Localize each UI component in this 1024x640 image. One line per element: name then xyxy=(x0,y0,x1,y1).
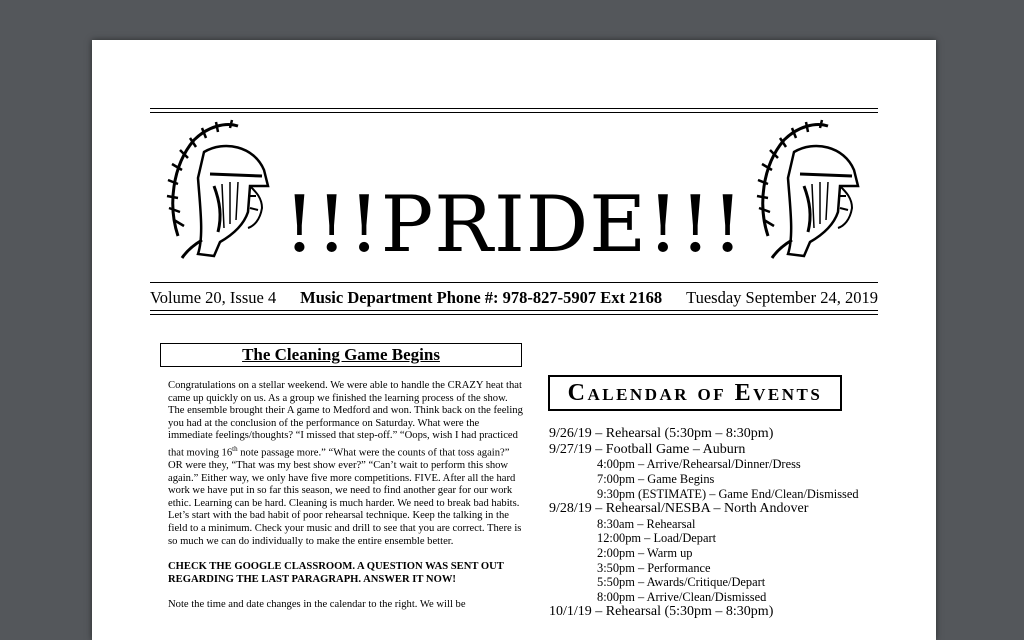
calendar-detail-line: 12:00pm – Load/Depart xyxy=(597,531,717,546)
article-headline: The Cleaning Game Begins xyxy=(160,343,522,367)
calendar-date-line: 9/27/19 – Football Game – Auburn xyxy=(549,441,746,457)
calendar-detail-line: 3:50pm – Performance xyxy=(597,560,711,575)
calendar-detail-line: 2:00pm – Warm up xyxy=(597,546,693,561)
infoline-bottom-rule xyxy=(150,310,878,315)
calendar-detail-line: 8:00pm – Arrive/Clean/Dismissed xyxy=(597,589,767,604)
newsletter-page xyxy=(92,40,936,640)
volume-issue: Volume 20, Issue 4 xyxy=(150,288,277,307)
issue-date: Tuesday September 24, 2019 xyxy=(686,288,878,307)
infoline-top-rule xyxy=(150,282,878,283)
article-paragraph-1: Congratulations on a stellar weekend. We were able to handle the CRAZY heat that came up quickly on us. As a group we finished the learning process of the show. The ensemble brought their A game to Medford and won. Think back on the feeling you had at the conclusion of the performance on Saturday. What were the immediate feelings/thoughts? “I missed that step-off.” “Oops, wish I had practiced that moving 16th note passage more.” “What were the counts of that toss again?” OR were they, “That was my best show ever?” “Can’t wait to perform this show again.” Either way, we only have five more competitions. FIVE. After all the hard work we have put in so far this season, we need to find another gear for our work ethic. Learning can be hard. Cleaning is much harder. We need to break bad habits. Let’s start with the bad habit of poor rehearsal technique. Keep the talking in the field to a minimum. Check your music and drill to see that you are correct. There is so much we can do individually to make the entire ensemble better. xyxy=(168,380,523,547)
article-paragraph-3: Note the time and date changes in the calendar to the right. We will be xyxy=(168,599,466,611)
masthead-top-rule xyxy=(150,108,878,113)
calendar-detail-line: 9:30pm (ESTIMATE) – Game End/Clean/Dismissed xyxy=(597,486,859,501)
calendar-detail-line: 7:00pm – Game Begins xyxy=(597,472,715,486)
article-paragraph-2: CHECK THE GOOGLE CLASSROOM. A QUESTION WAS SENT OUT REGARDING THE LAST PARAGRAPH. ANSWER IT NOW! xyxy=(168,561,504,585)
calendar-heading: Calendar of Events xyxy=(548,375,842,411)
calendar-date-line: 10/1/19 – Rehearsal (5:30pm – 8:30pm) xyxy=(549,604,774,620)
calendar-detail-line: 5:50pm – Awards/Critique/Depart xyxy=(597,575,766,590)
article-body xyxy=(168,380,524,625)
newsletter-title: !!!PRIDE!!! xyxy=(283,180,745,270)
newsletter-info-line xyxy=(150,288,878,308)
calendar-detail-line: 4:00pm – Arrive/Rehearsal/Dinner/Dress xyxy=(597,457,801,472)
calendar-date-line: 9/26/19 – Rehearsal (5:30pm – 8:30pm) xyxy=(549,426,774,441)
calendar-detail-line: 8:30am – Rehearsal xyxy=(597,516,696,531)
superscript-th: th xyxy=(232,444,238,453)
department-phone: Music Department Phone #: 978-827-5907 Ext 2168 xyxy=(300,288,663,307)
calendar-date-line: 9/28/19 – Rehearsal/NESBA – North Andover xyxy=(549,501,809,517)
calendar-list xyxy=(549,426,909,620)
